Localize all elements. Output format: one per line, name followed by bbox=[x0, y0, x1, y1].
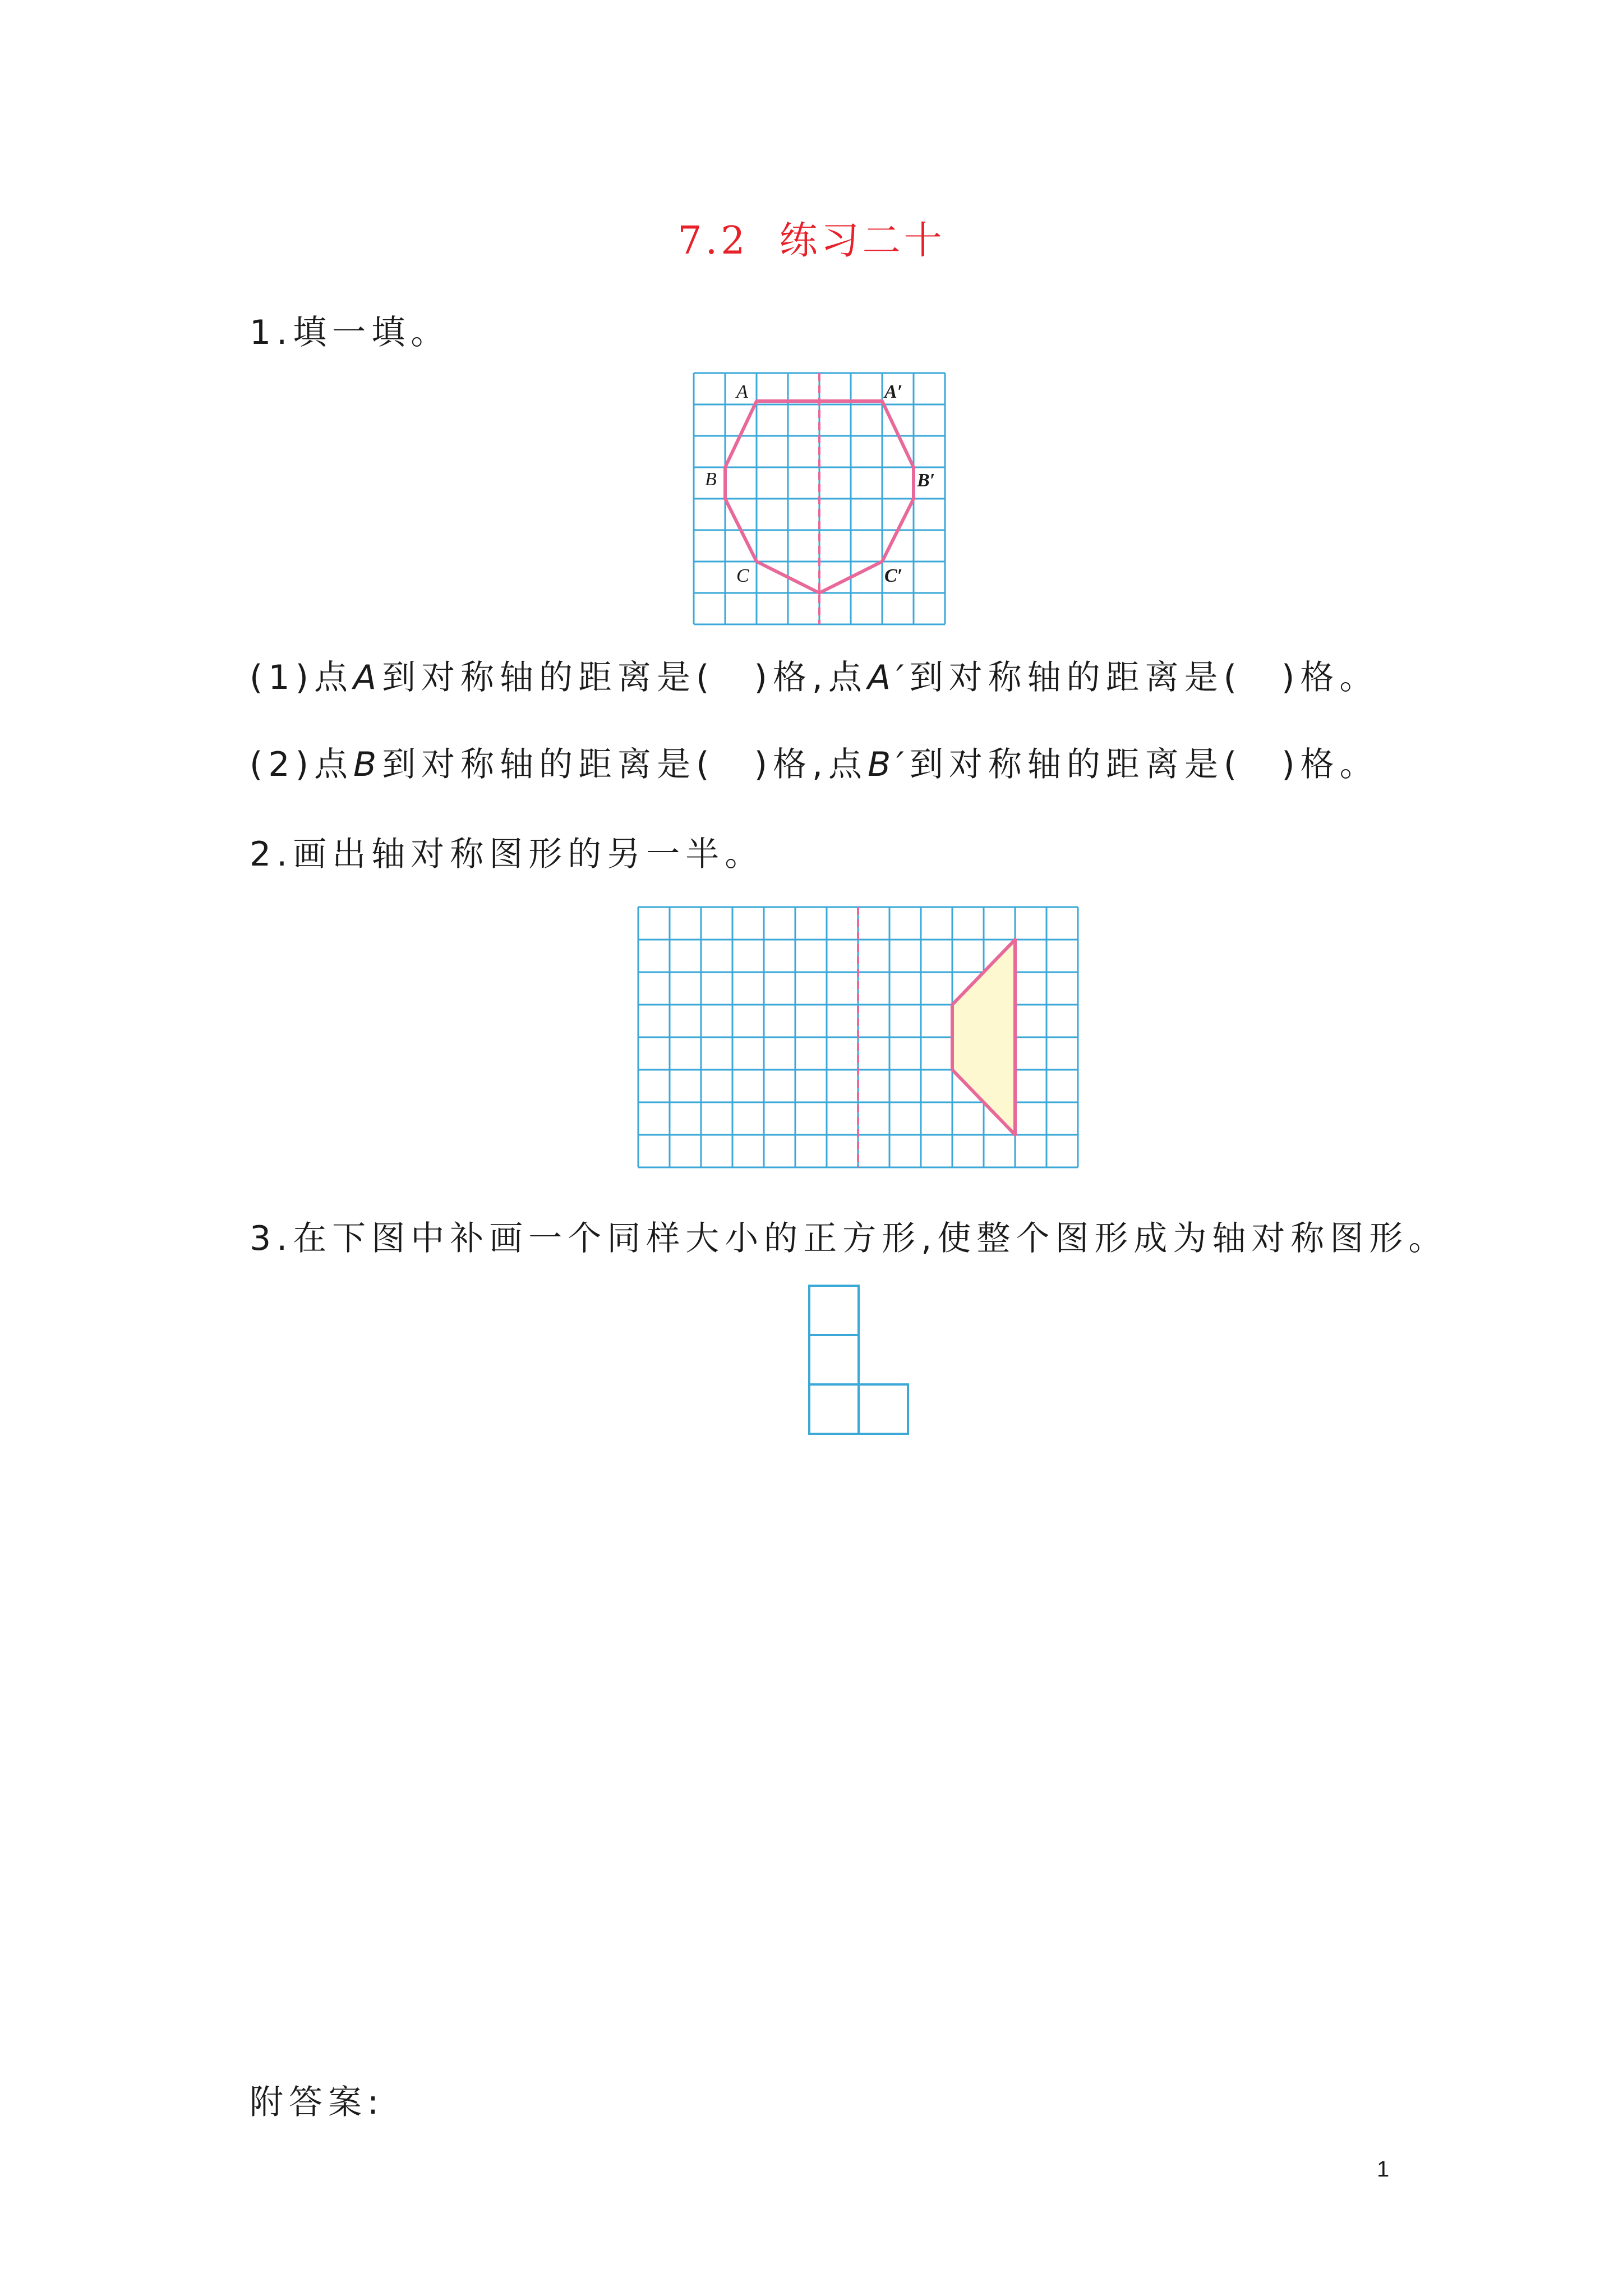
q1-heading: 1.填一填。 bbox=[250, 313, 450, 352]
q1-figure bbox=[694, 373, 945, 624]
square bbox=[809, 1384, 859, 1434]
label-C-prime: C′ bbox=[884, 565, 903, 586]
answer-label: 附答案: bbox=[250, 2083, 385, 2122]
page-number: 1 bbox=[1377, 2157, 1390, 2182]
label-B: B bbox=[705, 469, 717, 490]
label-A: A bbox=[736, 381, 748, 402]
q1-sub1: (1)点A到对称轴的距离是( )格,点A′到对称轴的距离是( )格。 bbox=[250, 658, 1379, 697]
label-C: C bbox=[736, 565, 749, 586]
page-title: 7.2 练习二十 bbox=[677, 219, 946, 263]
label-A-prime: A′ bbox=[884, 381, 903, 402]
label-B-prime: B′ bbox=[917, 470, 935, 491]
square bbox=[809, 1286, 859, 1335]
q3-heading: 3.在下图中补画一个同样大小的正方形,使整个图形成为轴对称图形。 bbox=[250, 1219, 1448, 1258]
square bbox=[859, 1384, 908, 1434]
q2-figure bbox=[638, 907, 1078, 1167]
square bbox=[809, 1335, 859, 1384]
q2-heading: 2.画出轴对称图形的另一半。 bbox=[250, 835, 764, 874]
q1-sub2: (2)点B到对称轴的距离是( )格,点B′到对称轴的距离是( )格。 bbox=[250, 745, 1379, 784]
q3-figure bbox=[808, 1285, 908, 1435]
